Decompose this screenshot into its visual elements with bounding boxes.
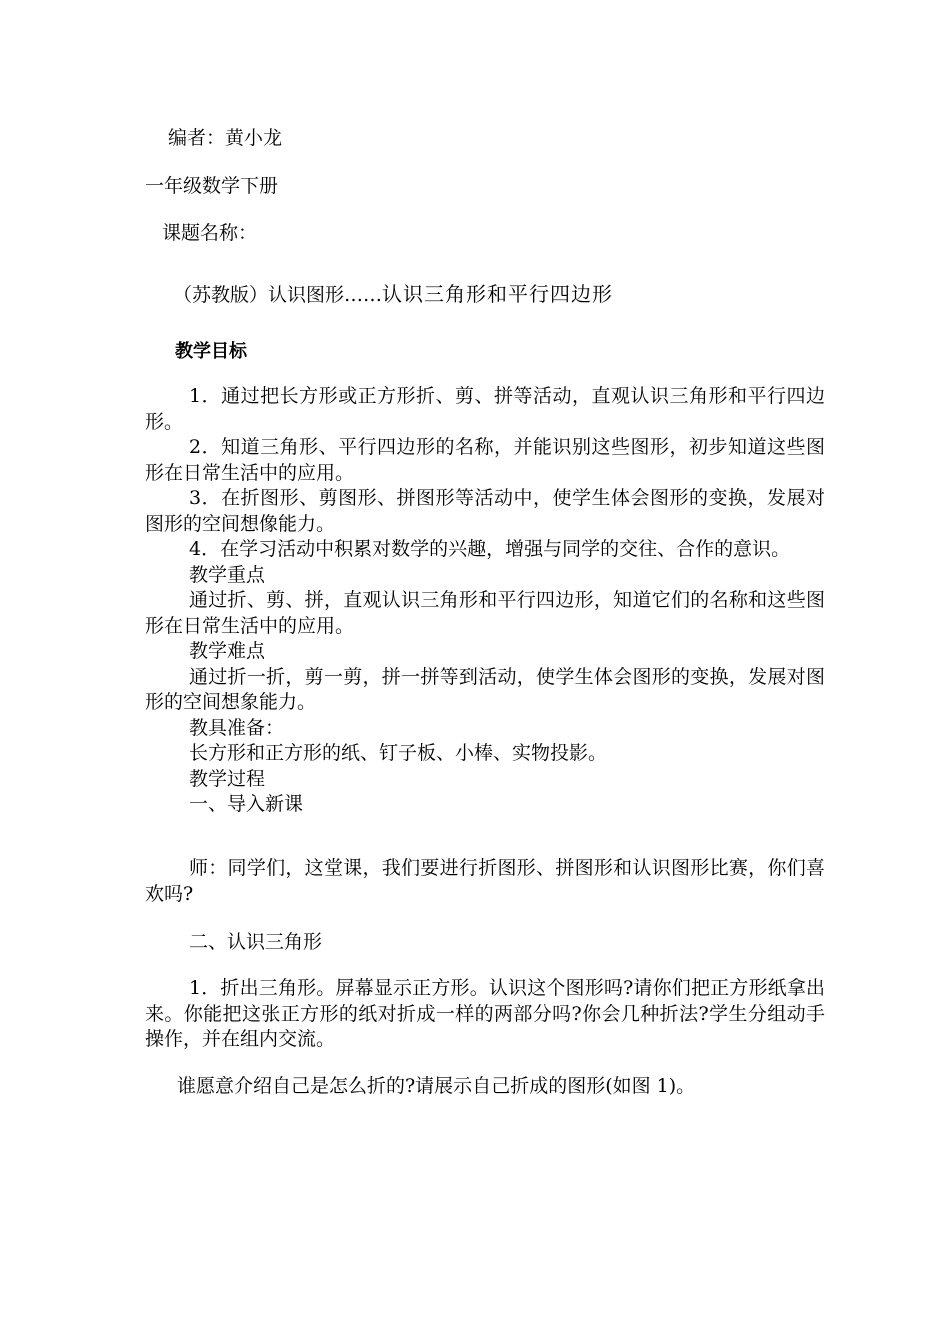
objective-item: 2．知道三角形、平行四边形的名称，并能识别这些图形，初步知道这些图形在日常生活中的应用。: [145, 436, 825, 484]
section2-body: [145, 976, 825, 1053]
key-points-text: 通过折、剪、拼，直观认识三角形和平行四边形，知道它们的名称和这些图形在日常生活中的应用。: [145, 589, 825, 637]
objective-item: 1．通过把长方形或正方形折、剪、拼等活动，直观认识三角形和平行四边形。: [145, 385, 825, 433]
section1-body: [145, 856, 825, 907]
section2-followup-block: [145, 1074, 825, 1100]
key-points-heading: 教学重点: [189, 563, 266, 586]
difficulties-heading: 教学难点: [189, 640, 266, 662]
topic-label: 课题名称：: [162, 222, 258, 244]
course-line: 一年级数学下册: [145, 175, 279, 197]
materials-heading: 教具准备：: [189, 716, 285, 739]
body-text: [145, 384, 825, 818]
section2-text: 1．折出三角形。屏幕显示正方形。认识这个图形吗?请你们把正方形纸拿出来。你能把这张正方形的纸对折成一样的两部分吗?你会几种折法?学生分组动手操作，并在组内交流。: [145, 977, 825, 1050]
section2-title: 二、认识三角形: [189, 931, 323, 953]
topic-title: 认识三角形和平行四边形: [382, 282, 614, 306]
objective-item: 4．在学习活动中积累对数学的兴趣，增强与同学的交往、合作的意识。: [189, 538, 791, 560]
objective-item: 3．在折图形、剪图形、拼图形等活动中，使学生体会图形的变换，发展对图形的空间想像能力。: [145, 487, 825, 535]
topic-prefix: （苏教版）认识图形……: [173, 284, 383, 306]
section2-heading-block: [145, 930, 825, 956]
section1-title: 一、导入新课: [189, 793, 304, 815]
topic-line: [173, 282, 613, 307]
objectives-heading: 教学目标: [175, 341, 247, 362]
process-heading: 教学过程: [189, 767, 266, 790]
section1-text: 师：同学们，这堂课，我们要进行折图形、拼图形和认识图形比赛，你们喜欢吗?: [145, 857, 825, 905]
difficulties-text: 通过折一折，剪一剪，拼一拼等到活动，使学生体会图形的变换，发展对图形的空间想象能力。: [145, 665, 825, 713]
materials-text: 长方形和正方形的纸、钉子板、小棒、实物投影。: [189, 742, 608, 764]
author-line: 编者：黄小龙: [168, 127, 283, 149]
section2-followup: 谁愿意介绍自己是怎么折的?请展示自己折成的图形(如图 1)。: [177, 1075, 696, 1097]
